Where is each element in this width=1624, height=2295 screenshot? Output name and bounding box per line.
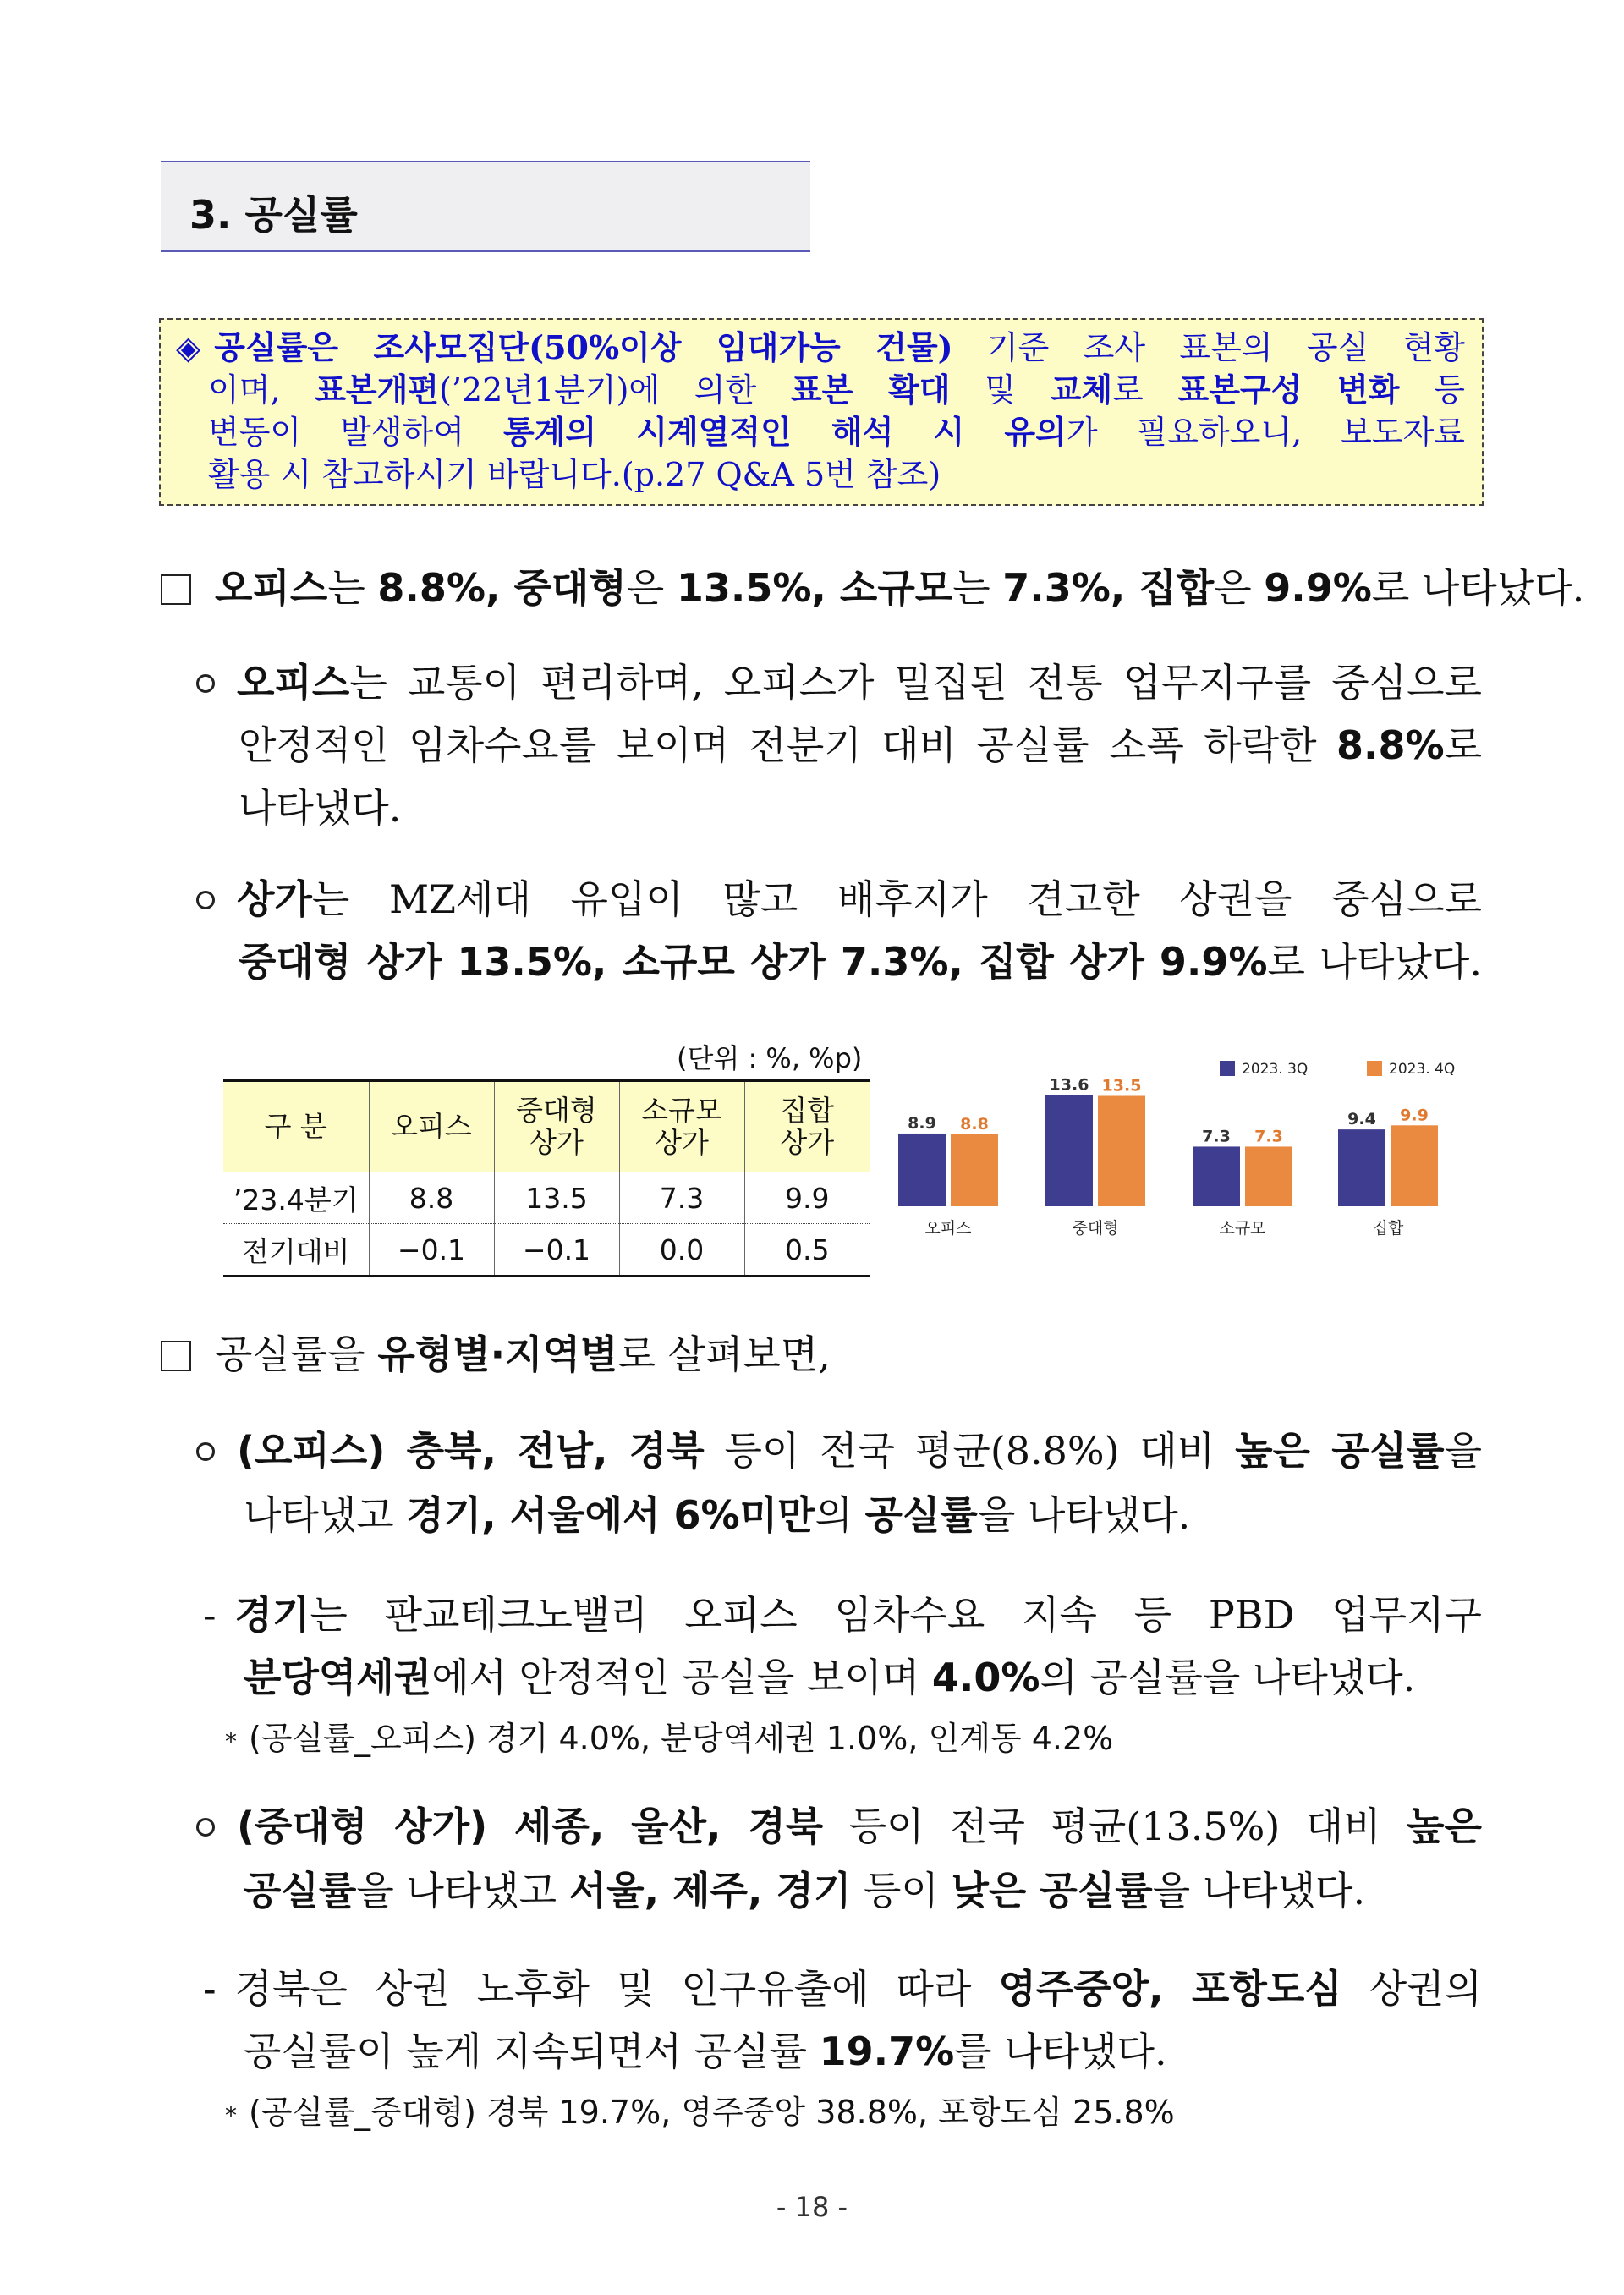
gyeongbuk-line-2 [244,2025,1482,2078]
table-cell: 0.0 [619,1224,744,1277]
office-footnote [225,1719,1113,1758]
table-unit-label: (단위 : %, %p) [677,1042,863,1074]
text-run: 공실률은 [214,328,374,366]
table-header-cell: 구 분 [223,1081,369,1172]
text-run: 통계의 시계열적인 해석 시 유의 [502,413,1067,451]
legend-label-2: 2023. 4Q [1389,1061,1456,1078]
text-run: 표본구성 변화 [1177,371,1400,409]
table-row [223,1224,870,1277]
text-run: 은 [1214,565,1265,611]
text-run: 는 판교테크노밸리 오피스 임차수요 지속 등 PBD 업무지구 [310,1592,1482,1638]
vacancy-table [223,1079,870,1277]
bar-중대형-1 [1045,1095,1093,1206]
circle-bullet-icon [196,674,215,693]
text-run: 소규모 [839,565,953,611]
text-run: 상권의 [1341,1966,1483,2012]
text-run: 로 나타났다. [1371,565,1585,611]
text-run: 조사모집단(50%이상 임대가능 건물) [373,328,953,366]
circle-bullet-icon [196,1818,215,1837]
store-paragraph-line-2 [239,936,1482,988]
notice-line-4 [208,453,1465,496]
text-run: 서울, 제주, 경기 [568,1868,852,1913]
store-paragraph-line-1 [196,873,1482,925]
text-run: 나타냈다. [239,785,402,831]
text-run: 19.7% [819,2029,955,2074]
text-run: 등이 [851,1868,952,1913]
bar-오피스-2 [951,1134,998,1206]
asterisk-marker: * [225,2101,237,2129]
text-run: 을 나타냈고 [356,1868,569,1913]
text-run: 경기 [234,1592,310,1638]
table-header-row [223,1081,870,1172]
text-run: 공실률 [244,1868,357,1913]
legend-label-1: 2023. 3Q [1242,1061,1309,1078]
section-title: 3. 공실률 [189,192,358,238]
text-run: 등 [1399,371,1466,409]
table-row [223,1172,870,1224]
office-paragraph-line-3 [239,782,1482,834]
text-run: 의 [815,1492,865,1538]
circle-bullet-icon [196,1442,215,1461]
text-run: 을 [1444,1428,1482,1474]
text-run: 로 [1112,371,1178,409]
table-header-cell: 오피스 [369,1081,494,1172]
text-run: 낮은 공실률 [951,1868,1153,1913]
table-cell: 전기대비 [241,1234,350,1268]
text-run: 4.0% [931,1655,1040,1700]
text-run: 상가 [237,876,312,922]
notice-line-1 [176,327,1465,369]
text-run: 공실률을 [215,1331,378,1377]
text-run: 9.9% [1264,565,1372,611]
text-run: 집합 [1138,565,1215,611]
text-run: 분당역세권 [244,1655,432,1700]
data-label: 13.5 [1101,1076,1142,1095]
text-run: 는 교통이 편리하며, 오피스가 밀집된 전통 업무지구를 중심으로 [349,660,1482,706]
table-cell: −0.1 [494,1224,619,1277]
text-run: 13.5%, [676,565,840,611]
text-run: 로 [1444,722,1482,768]
text-run: 을 나타냈다. [1152,1868,1366,1913]
summary-headline [161,562,1585,614]
text-run: 가 필요하오니, 보도자료 [1066,414,1466,451]
text-run: 이며, [208,371,315,409]
text-run: 기준 조사 표본의 공실 현황 [952,329,1466,366]
text-run: 높은 공실률 [1235,1428,1445,1474]
table-cell: 7.3 [619,1172,744,1224]
store-footnote-text: (공실률_중대형) 경북 19.7%, 영주중앙 38.8%, 포항도심 25.8% [249,2094,1175,2131]
notice-bullet: ◈ [176,329,201,366]
text-run: 등이 전국 평균(13.5%) 대비 [823,1804,1407,1849]
bar-소규모-2 [1245,1146,1292,1206]
table-header-cell: 중대형 상가 [494,1081,619,1172]
table-header-cell: 집합 상가 [744,1081,870,1172]
text-run: (오피스) 충북, 전남, 경북 [237,1428,705,1474]
table-cell: 9.9 [744,1172,870,1224]
regional-office-line-2 [244,1489,1482,1541]
text-run: 표본 확대 [790,371,951,409]
legend-swatch-1 [1220,1061,1235,1076]
notice-line-3 [208,411,1465,453]
gyeonggi-line-2 [244,1651,1482,1704]
table-cell: 13.5 [494,1172,619,1224]
office-paragraph-line-2 [239,719,1482,771]
category-label: 집합 [1372,1219,1404,1238]
regional-store-line-1 [196,1800,1482,1853]
regional-headline [161,1328,1480,1381]
text-run: 등이 전국 평균(8.8%) 대비 [704,1428,1236,1474]
text-run: 오피스 [215,565,328,611]
regional-store-line-2 [244,1864,1482,1917]
text-run: 7.3%, [1002,565,1139,611]
category-label: 중대형 [1072,1219,1119,1238]
dash-marker: - [203,1592,217,1638]
text-run: 나타냈고 [244,1492,407,1538]
bar-집합-2 [1391,1125,1438,1206]
text-run: 중대형 상가 13.5%, 소규모 상가 7.3%, 집합 상가 9.9% [239,939,1268,985]
data-label: 9.4 [1347,1110,1376,1129]
data-label: 8.8 [960,1114,989,1134]
circle-bullet-icon [196,891,215,909]
text-run: 표본개편 [315,371,440,409]
page-number: - 18 - [776,2191,848,2223]
store-footnote [225,2093,1175,2132]
text-run: 는 MZ세대 유입이 많고 배후지가 견고한 상권을 중심으로 [311,876,1482,922]
asterisk-marker: * [225,1727,237,1755]
gyeonggi-line-1 [203,1589,1482,1641]
notice-line-2 [208,369,1465,411]
text-run: 유형별·지역별 [377,1331,618,1377]
text-run: 로 살펴보면, [617,1331,831,1377]
bar-소규모-1 [1193,1146,1240,1206]
text-run: 의 공실률을 나타냈다. [1040,1655,1416,1700]
table-cell: 0.5 [744,1224,870,1277]
text-run: 는 [952,565,1003,611]
text-run: 및 [950,371,1051,409]
text-run: 8.8% [1336,722,1445,768]
office-footnote-text: (공실률_오피스) 경기 4.0%, 분당역세권 1.0%, 인계동 4.2% [249,1720,1114,1757]
bar-오피스-1 [898,1134,946,1206]
table-cell: 8.8 [369,1172,494,1224]
text-run: 을 나타냈다. [977,1492,1191,1538]
text-run: 활용 시 참고하시기 바랍니다.(p.27 Q&A 5번 참조) [208,456,941,493]
bar-중대형-2 [1098,1096,1145,1207]
text-run: (중대형 상가) 세종, 울산, 경북 [237,1804,824,1849]
dash-marker: - [203,1966,217,2012]
gyeongbuk-line-1 [203,1963,1482,2015]
legend-swatch-2 [1367,1061,1382,1076]
text-run: 경북은 상권 노후화 및 인구유출에 따라 [234,1966,999,2012]
text-run: 중대형 [513,565,627,611]
office-paragraph-line-1 [196,656,1482,709]
section-heading [161,161,810,252]
text-run: 공실률 [864,1492,978,1538]
text-run: 영주중앙, 포항도심 [998,1966,1342,2012]
text-run: 변동이 발생하여 [208,414,503,451]
table-cell: ’23.4분기 [223,1172,369,1224]
text-run: 은 [626,565,677,611]
vacancy-bar-chart [890,1046,1465,1249]
category-label: 소규모 [1219,1219,1266,1238]
text-run: 로 나타났다. [1267,939,1482,985]
data-label: 13.6 [1049,1075,1089,1095]
data-label: 7.3 [1202,1127,1231,1146]
text-run: 공실률이 높게 지속되면서 공실률 [244,2029,820,2074]
text-run: 8.8%, [377,565,514,611]
text-run: 교체 [1050,371,1113,409]
checkbox-square-icon [161,1341,191,1371]
regional-office-line-1 [196,1425,1482,1477]
text-run: 경기, 서울에서 6%미만 [406,1492,815,1538]
text-run: 를 나타냈다. [954,2029,1167,2074]
notice-box [159,318,1484,506]
checkbox-square-icon [161,574,191,605]
bar-집합-1 [1338,1129,1385,1206]
data-label: 9.9 [1400,1106,1429,1125]
text-run: 오피스 [237,660,350,706]
text-run: 안정적인 임차수요를 보이며 전분기 대비 공실률 소폭 하락한 [239,722,1336,768]
category-label: 오피스 [924,1219,972,1238]
table-header-cell: 소규모 상가 [619,1081,744,1172]
data-label: 8.9 [908,1113,936,1133]
data-label: 7.3 [1254,1127,1283,1146]
text-run: 높은 [1407,1804,1482,1849]
table-cell: −0.1 [369,1224,494,1277]
text-run: 에서 안정적인 공실을 보이며 [431,1655,932,1700]
text-run: 는 [327,565,378,611]
text-run: (’22년1분기)에 의한 [439,371,791,409]
